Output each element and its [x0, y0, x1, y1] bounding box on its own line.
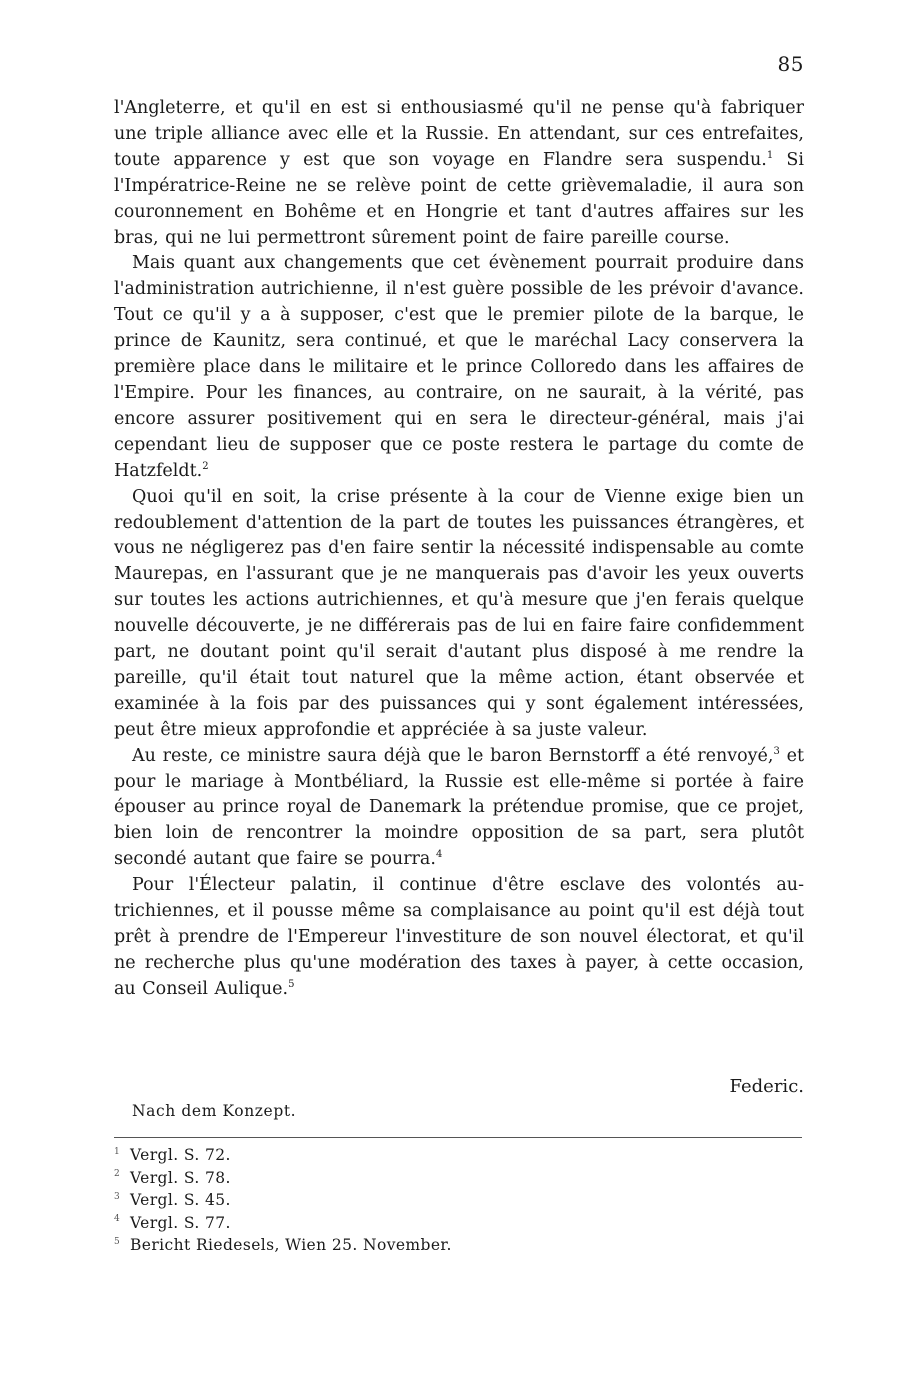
- footnotes: [114, 1144, 804, 1257]
- footnote-item: 3 Vergl. S. 45.: [114, 1191, 231, 1209]
- paragraph-5: [114, 873, 804, 1003]
- source-note: Nach dem Konzept.: [132, 1102, 297, 1120]
- footnote-item: 1 Vergl. S. 72.: [114, 1146, 231, 1164]
- footnote-text: Vergl. S. 78.: [130, 1168, 231, 1187]
- footnote-item: 5 Bericht Riedesels, Wien 25. November.: [114, 1236, 452, 1254]
- signature: Federic.: [729, 1076, 804, 1097]
- paragraph-text: Mais quant aux changements que cet évènement pourrait produire dans l'administration autrichienne, il n'est guère possible de les prévoir d'avance. Tout ce qu'il y a à supposer, c'est que le premier pilote de la barque, le prince de Kaunitz, sera continué, et que le maréchal Lacy conservera la première place dans le militaire et le prince Colloredo dans les affaires de l'Empire. Pour les finances, au contraire, on ne saurait, à la vérité, pas encore assurer positivement qui en sera le directeur-général, mais j'ai cependant lieu de supposer que ce poste restera le partage du comte de Hatzfeldt.: [114, 253, 804, 481]
- page-number: 85: [777, 52, 804, 76]
- footnote-item: 2 Vergl. S. 78.: [114, 1168, 231, 1187]
- paragraph-text: Au reste, ce ministre saura déjà que le baron Bernstorff a été renvoyé,: [132, 745, 774, 766]
- footnote-ref-2[interactable]: 2: [202, 460, 209, 472]
- paragraph-2: [114, 251, 804, 484]
- paragraph-1: [114, 96, 804, 251]
- paragraph-text: l'Angleterre, et qu'il en est si enthousiasmé qu'il ne pense qu'à fabriquer une triple alliance avec elle et la Russie. En attendant, sur ces entrefaites, toute apparence y est que son voyage en Flandre sera suspendu.: [114, 98, 804, 170]
- letter-body: [114, 96, 804, 1003]
- paragraph-text: Si l'Impératrice-Reine ne se relève point de cette grièvemaladie, il aura son couronnement en Bohême et en Hongrie et tant d'autres affaires sur les bras, qui ne lui permettront sûrement point de faire pareille course.: [114, 149, 804, 248]
- paragraph-text: Pour l'Électeur palatin, il continue d'être esclave des volontés autrichiennes, et il pousse même sa complaisance au point qu'il est déjà tout prêt à prendre de l'Empereur l'investiture de son nouvel électorat, et qu'il ne recherche plus qu'une modération des taxes à payer, à cette occasion, au Conseil Aulique.: [114, 875, 804, 999]
- footnote-ref-3[interactable]: 3: [773, 745, 780, 757]
- footnote-ref-1[interactable]: 1: [766, 149, 774, 161]
- paragraph-3: [114, 485, 804, 744]
- footnote-divider: [114, 1137, 802, 1138]
- paragraph-4: [114, 744, 804, 874]
- footnote-item: 4 Vergl. S. 77.: [114, 1213, 231, 1232]
- footnote-text: Vergl. S. 77.: [130, 1213, 231, 1232]
- footnote-text: Vergl. S. 72.: [130, 1146, 231, 1164]
- footnote-text: Vergl. S. 45.: [130, 1191, 231, 1209]
- footnote-text: Bericht Riedesels, Wien 25. November.: [130, 1236, 452, 1254]
- paragraph-text: et pour le mariage à Montbéliard, la Russie est elle-même si portée à faire épouser au prince royal de Danemark la prétendue promise, que ce projet, bien loin de rencontrer la moindre opposition de sa part, sera plutôt secondé autant que faire se pourra.: [114, 745, 804, 870]
- paragraph-text: Quoi qu'il en soit, la crise présente à la cour de Vienne exige bien un redoublement d'attention de la part de toutes les puissances étrangères, et vous ne négligerez pas d'en faire sentir la nécessité indispensable au comte Maurepas, en l'assurant que je ne manquerais pas d'avoir les yeux ouverts sur toutes les actions autrichiennes, et qu'à mesure que j'en ferais quelque nouvelle découverte, je ne différerais pas de lui en faire faire confidemment part, ne doutant point qu'il serait d'autant plus disposé à me rendre la pareille, qu'il était tout naturel que la même action, étant observée et examinée à la fois par des puissances qui y sont également intéressées, peut être mieux approfondie et appréciée à sa juste valeur.: [114, 486, 804, 740]
- footnote-ref-5[interactable]: 5: [288, 978, 295, 990]
- footnote-ref-4[interactable]: 4: [435, 849, 443, 861]
